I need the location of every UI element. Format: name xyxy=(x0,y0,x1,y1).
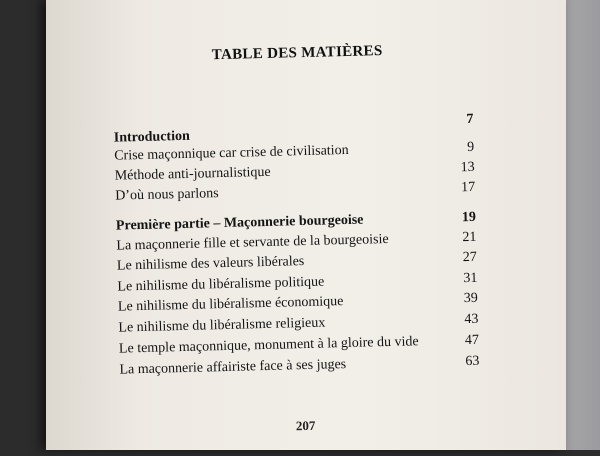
toc-entry-page: 9 xyxy=(466,139,475,156)
toc-entry-label: D’où nous parlons xyxy=(115,186,219,204)
toc-entry-page: 43 xyxy=(464,311,479,328)
toc-entry-label: Le nihilisme du libéralisme économique xyxy=(117,294,344,315)
toc-entry-page: 19 xyxy=(461,209,477,226)
toc-entry-label: Le temple maçonnique, monument à la gloire du vide xyxy=(118,334,419,357)
toc-entry-label: La maçonnerie fille et servante de la bourgeoisie xyxy=(116,231,389,254)
toc-entry-label: Méthode anti-journalistique xyxy=(114,164,271,184)
toc-entry-page: 27 xyxy=(462,249,478,266)
toc-entry-page: 47 xyxy=(464,332,480,349)
toc-entry-page: 13 xyxy=(460,159,475,176)
toc-entry-page: 31 xyxy=(463,270,478,287)
book-page xyxy=(46,0,566,450)
toc-entry-label: Crise maçonnique car crise de civilisation xyxy=(114,142,349,164)
toc-entry-label: Le nihilisme du libéralisme religieux xyxy=(118,315,326,336)
page-title: TABLE DES MATIÈRES xyxy=(211,43,383,64)
page-number: 207 xyxy=(295,417,316,434)
toc-entry-label: Le nihilisme des valeurs libérales xyxy=(116,254,305,274)
toc-entry-label: Introduction xyxy=(113,128,190,146)
toc-entry-label: Première partie – Maçonnerie bourgeoise xyxy=(115,212,364,234)
toc-entry-page: 39 xyxy=(463,290,479,307)
toc-entry-page: 17 xyxy=(460,179,476,196)
toc-entry-page: 21 xyxy=(462,229,477,246)
toc-entry-label: Le nihilisme du libéralisme politique xyxy=(117,274,325,295)
toc-entry-page: 63 xyxy=(465,353,480,370)
toc-entry-page: 7 xyxy=(466,111,474,128)
page-content xyxy=(41,0,572,456)
toc-entry-label: La maçonnerie affairiste face à ses juges xyxy=(119,357,347,378)
